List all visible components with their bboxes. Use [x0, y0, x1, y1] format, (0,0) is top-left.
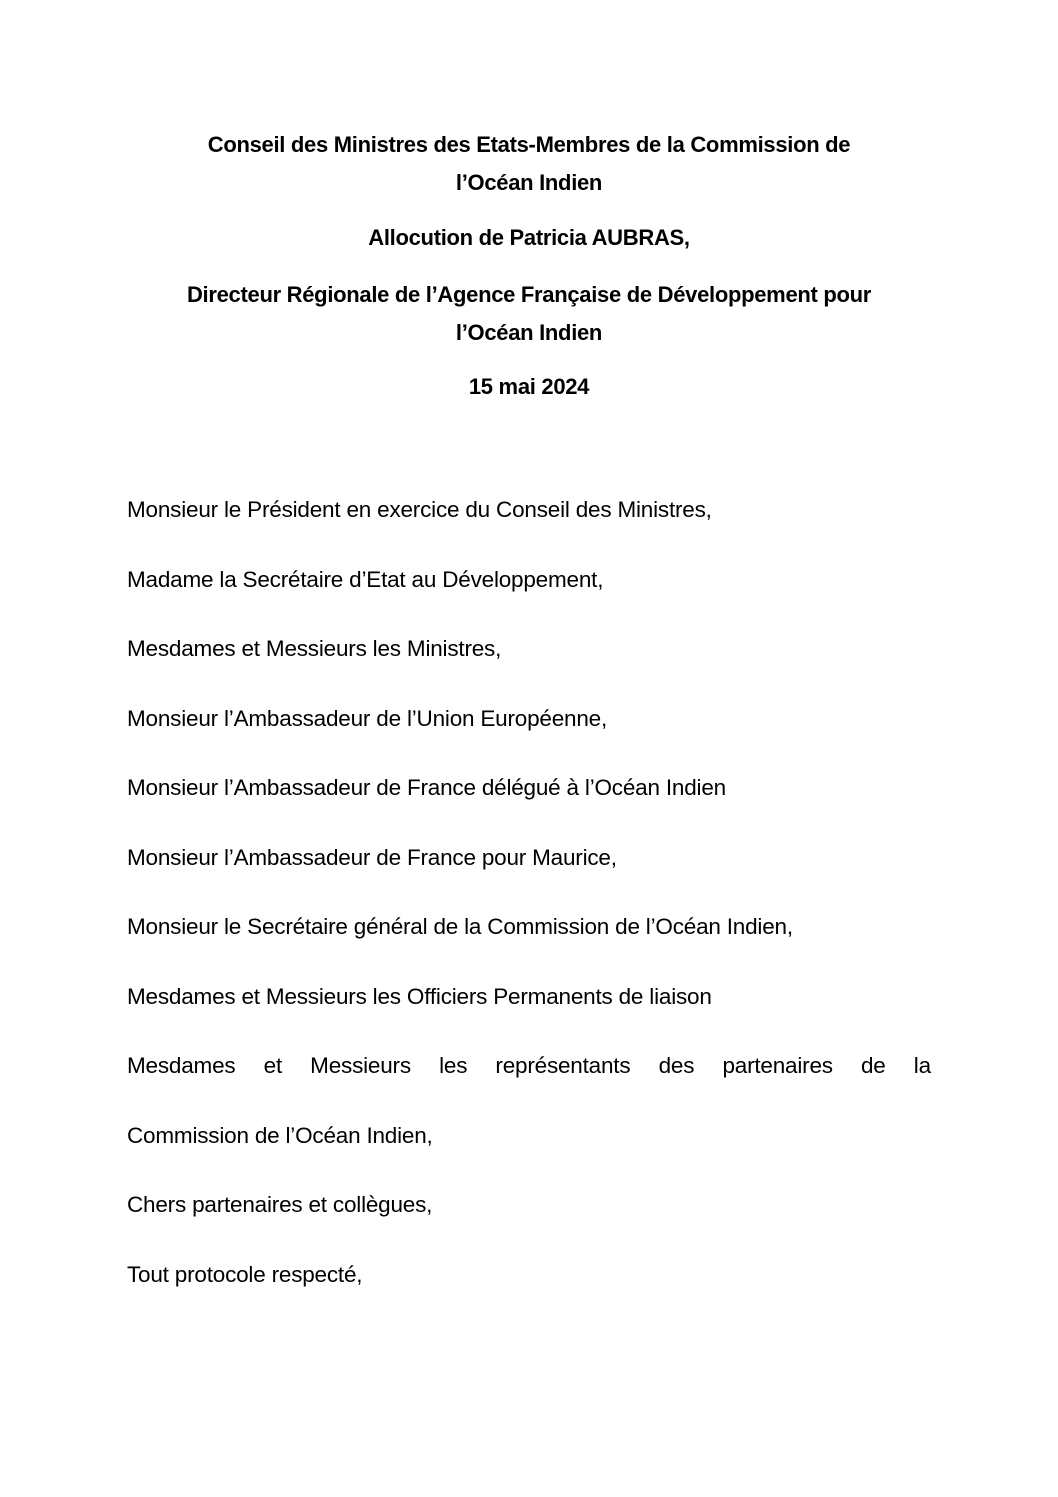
word: Mesdames — [127, 1053, 236, 1078]
word: les — [439, 1053, 468, 1078]
closing-line: Chers partenaires et collègues, — [127, 1192, 433, 1217]
word: partenaires — [722, 1053, 833, 1078]
title-line-2: l’Océan Indien — [455, 170, 603, 195]
word: des — [658, 1053, 695, 1078]
role-line-2: l’Océan Indien — [455, 320, 603, 345]
title-line-1: Conseil des Ministres des Etats-Membres de la Commission de — [207, 132, 851, 157]
speech-date: 15 mai 2024 — [468, 374, 590, 399]
salutation-line: Monsieur l’Ambassadeur de France pour Maurice, — [127, 845, 617, 870]
word: représentants — [495, 1053, 631, 1078]
salutation-line: Monsieur le Secrétaire général de la Commission de l’Océan Indien, — [127, 914, 793, 939]
role-line-1: Directeur Régionale de l’Agence Française de Développement pour — [186, 282, 872, 307]
word: la — [913, 1053, 931, 1078]
salutation-line: Monsieur l’Ambassadeur de France délégué à l’Océan Indien — [127, 775, 726, 800]
speech-by: Allocution de Patricia AUBRAS, — [368, 225, 690, 250]
salutation-line: Madame la Secrétaire d’Etat au Développement, — [127, 567, 604, 592]
partners-salutation-continuation: Commission de l’Océan Indien, — [127, 1123, 433, 1148]
word: et — [263, 1053, 282, 1078]
partners-salutation-line — [127, 1051, 931, 1081]
salutation-line: Monsieur le Président en exercice du Conseil des Ministres, — [127, 497, 712, 522]
salutation-line: Mesdames et Messieurs les Ministres, — [127, 636, 502, 661]
salutation-line: Monsieur l’Ambassadeur de l’Union Européenne, — [127, 706, 608, 731]
salutation-line: Mesdames et Messieurs les Officiers Permanents de liaison — [127, 984, 712, 1009]
closing-line: Tout protocole respecté, — [127, 1262, 363, 1287]
word: Messieurs — [310, 1053, 411, 1078]
word: de — [860, 1053, 886, 1078]
